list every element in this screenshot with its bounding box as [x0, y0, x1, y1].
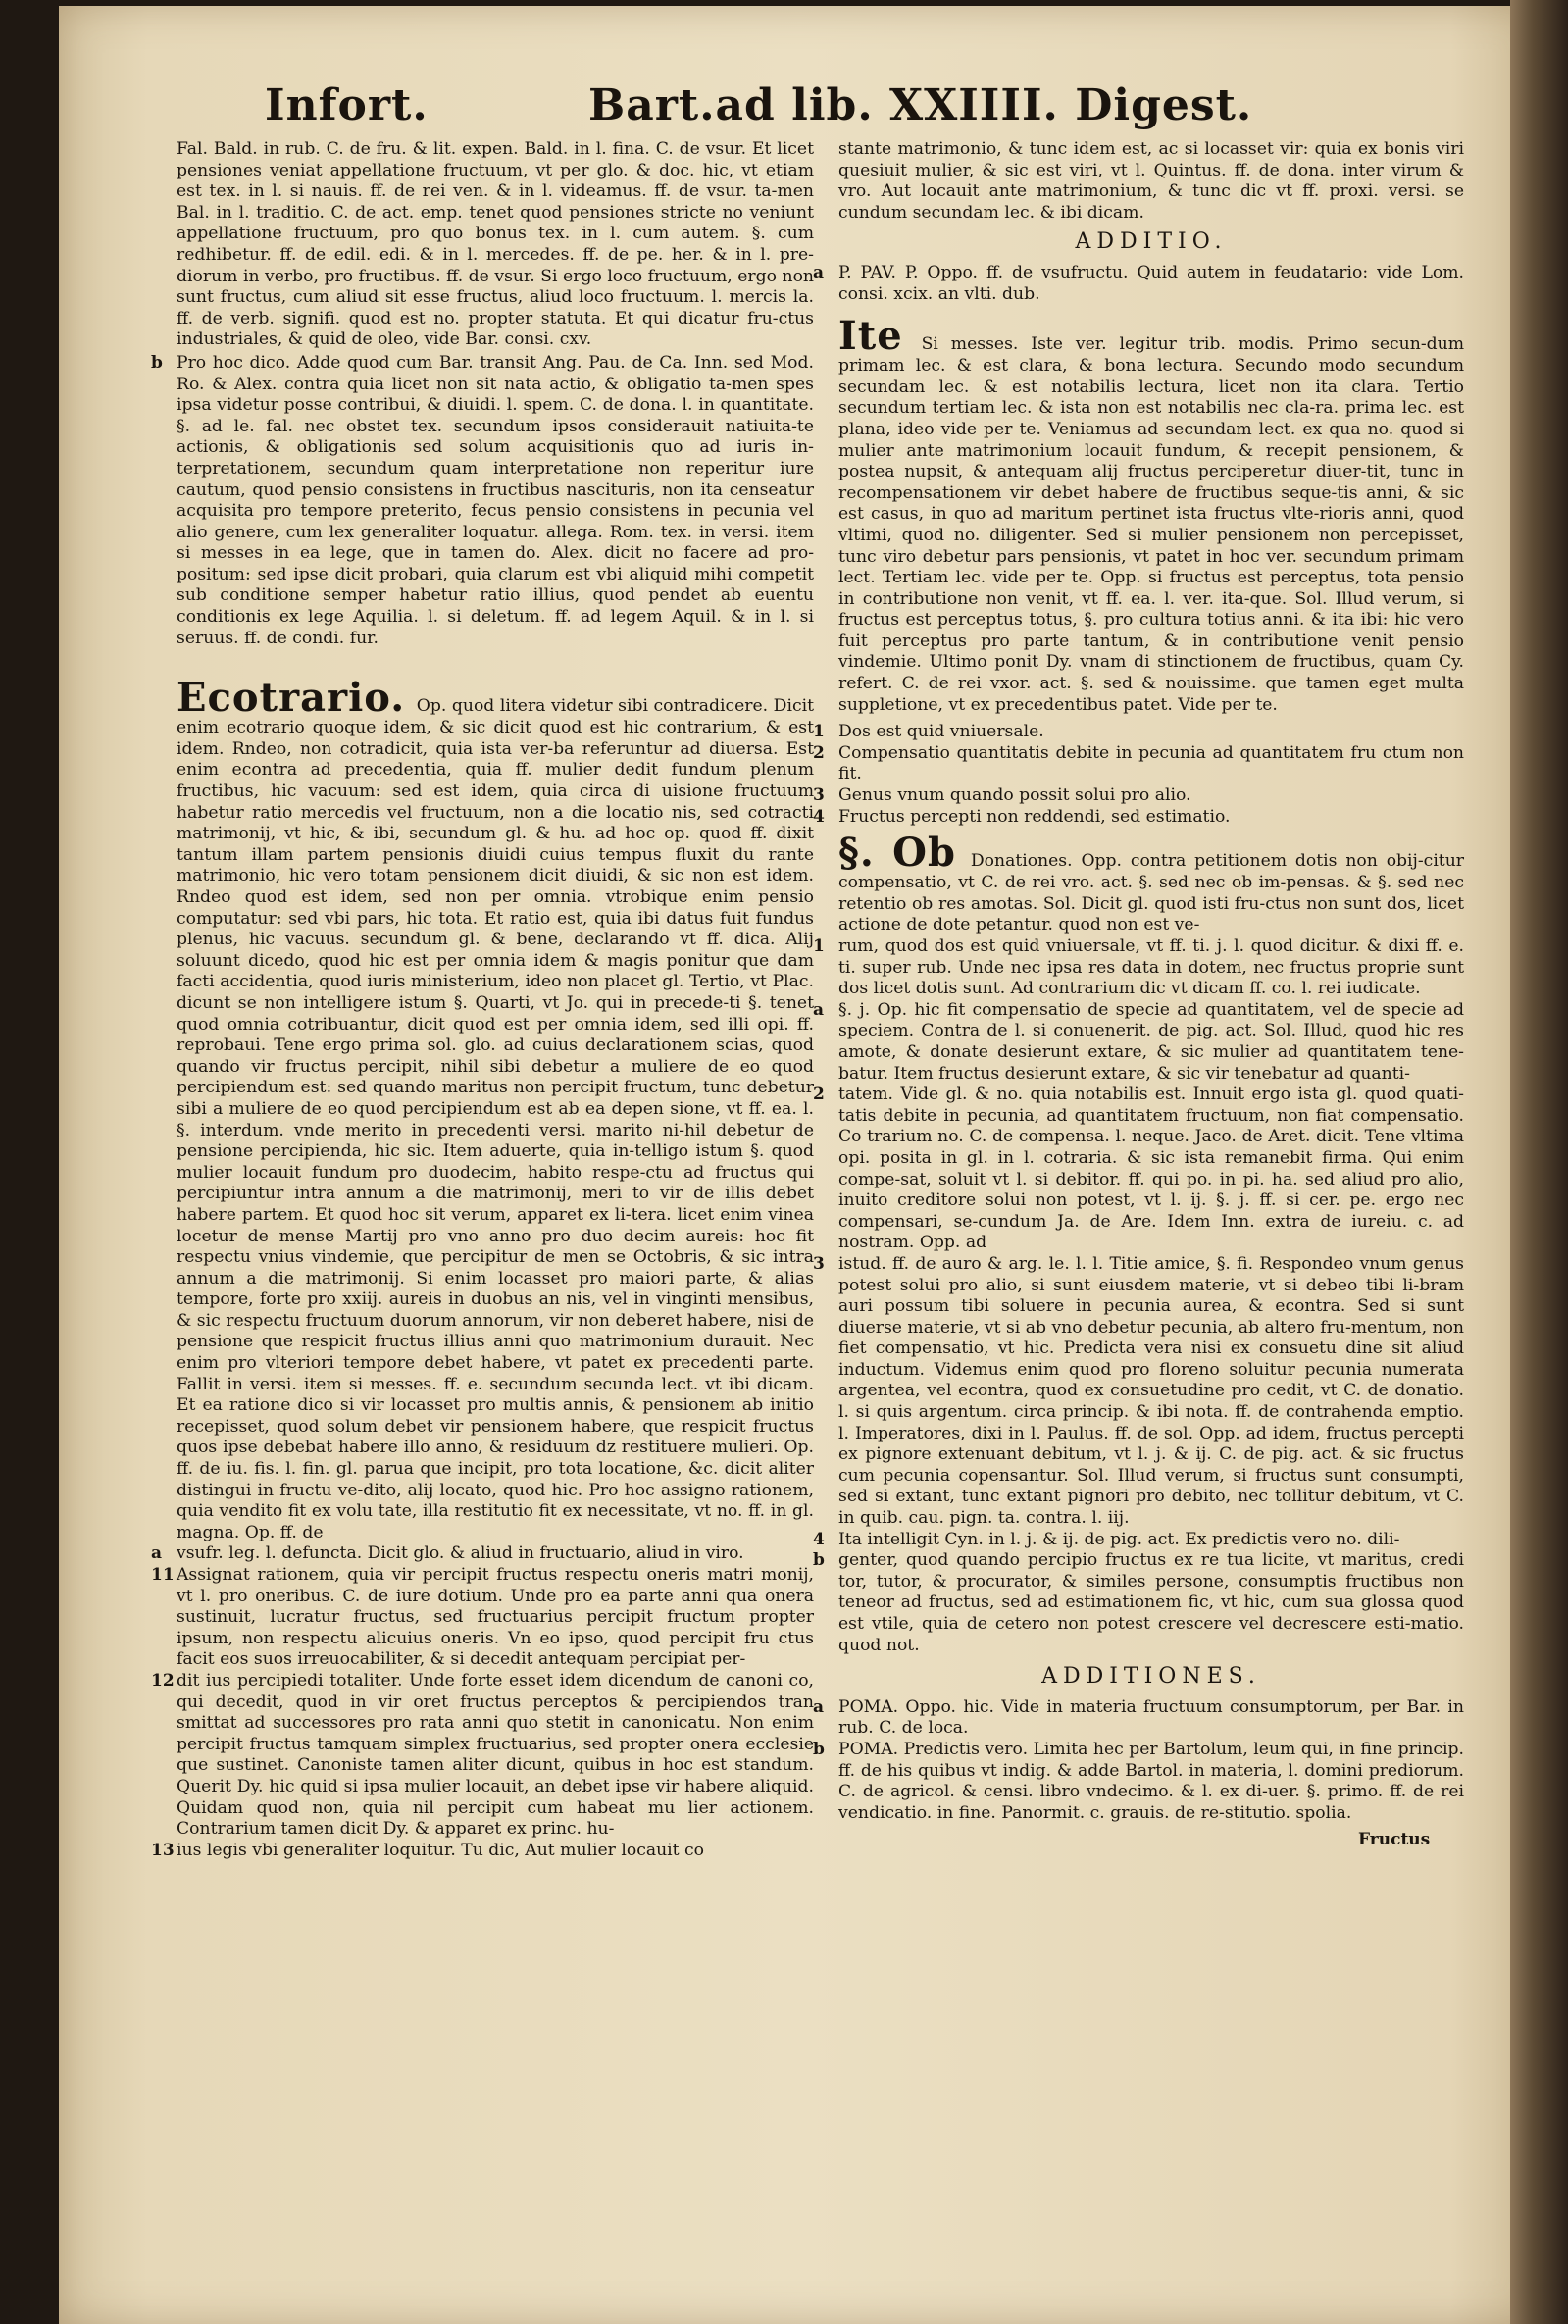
left-paragraph-4 [151, 1543, 814, 1565]
right-paragraph-1: stante matrimonio, & tunc idem est, ac si locasset vir: quia ex bonis viri quesiuit mulier, & sic est viri, vt l. Quintus. ff. de dona. inter virum & vro. Aut locauit ante matrimonium, & tunc dic vt ff. proxi. versi. se cundum secundam lec. & ibi dicam. [838, 139, 1464, 223]
catchword: Fructus [1358, 1830, 1431, 1849]
right-column [813, 139, 1465, 1824]
ob-text: Ita intelligit Cyn. in l. j. & ij. de pig. act. Ex predictis vero no. dili- [838, 1529, 1400, 1549]
left-paragraph-7-text: ius legis vbi generaliter loquitur. Tu dic, Aut mulier locauit co [177, 1840, 704, 1860]
additiones-heading: ADDITIONES. [1041, 1664, 1261, 1690]
marginal-marker: b [813, 1550, 825, 1571]
summary-text: Dos est quid vniuersale. [838, 722, 1044, 742]
rubric-ob: §. Ob [838, 830, 956, 877]
ob-paragraph [838, 830, 1465, 936]
left-paragraph-1: Fal. Bald. in rub. C. de fru. & lit. expen. Bald. in l. fina. C. de vsur. Et licet pensiones veniat appellatione fructuum, vt per glo. & doc. hic, vt etiam est tex. in l. si nauis. ff. de rei ven. & in l. videamus. ff. de vsur. ta-men Bal. in l. traditio. C. de act. emp. tenet quod pensiones stricte no veniunt appellatione fructuum, pro quo bonus tex. in l. cum autem. §. cum redhibetur. ff. de edil. edi. & in l. mercedes. ff. de pe. her. & in l. pre-diorum in verbo, pro fructibus. ff. de vsur. Si ergo loco fructuum, ergo non sunt fructus, cum aliud sit esse fructus, aliud loco fructuum. l. mercis la. ff. de verb. signifi. quod est no. propter statuta. Et qui dicatur fru-ctus industriales, & quid de oleo, vide Bar. consi. cxv. [177, 139, 814, 350]
marginal-marker: a [151, 1543, 163, 1564]
header-right: Bart.ad lib. XXIIII. Digest. [588, 80, 1253, 130]
ob-paragraph-3 [813, 999, 1464, 1085]
summary-number: 3 [813, 785, 825, 806]
summary-number: 1 [813, 722, 825, 742]
marginal-number: 1 [813, 936, 825, 956]
rubric-ecotrario: Ecotrario. [177, 675, 406, 722]
left-paragraph-3-text: Op. quod litera videtur sibi contradicere. Dicit enim ecotrario quoque idem, & sic dicit quod est hic contrarium, & est idem. Rndeo, non cotradicit, quia ista ver-ba referuntur ad diuersa. Est enim econtra ad precedentia, quia ff. mulier dedit fundum plenum fructibus, hic vacuum: sed est idem, quia circa di uisione fructuum habetur ratio mercedis vel fructuum, non a die locatio nis, sed cotracti matrimonij, vt hic, & ibi, secundum gl. & hu. ad hoc op. quod ff. dixit tantum illam partem pensionis diuidi cuius tempus fluxit du rante matrimonio, hic vero totam pensionem dicit diuidi, & sic non est idem. Rndeo quod est idem, sed non per omnia. vtrobique enim pensio computatur: sed vbi pars, hic tota. Et ratio est, quia ibi datus fuit fundus plenus, hic vacuus. secundum gl. & bene, declarando vt ff. dica. Alij soluunt dicedo, quod hic est per omnia idem & magis ponitur que dam facti accidentia, quod iuris ministerium, ideo non placet gl. Tertio, vt Plac. dicunt se non intelligere istum §. Quarti, vt Jo. qui in precede-ti §. tenet quod omnia cotribuantur, dicit quod est per omnia idem, sed illi opi. ff. reprobaui. Tene ergo prima sol. glo. ad cuius declarationem scias, quod quando vir fructus percipit, nihil sibi debetur a muliere de eo quod percipiendum est: sed quando maritus non percipit fructum, tunc debetur sibi a muliere de eo quod percipiendum est ab ea depen sione, vt ff. ea. l. §. interdum. vnde merito in precedenti versi. marito ni-hil debetur de pensione percipienda, hic sic. Item aduerte, quia in-telligo istum §. quod mulier locauit fundum pro duodecim, habito respe-ctu ad fructus qui percipiuntur intra annum a die matrimonij, meri to vir de illis debet habere partem. Et quod hoc sit verum, apparet ex li-tera. licet enim vinea locetur de mense Martij pro vno anno pro duo decim aureis: hoc fit respectu vnius vindemie, que percipitur de men se Octobris, & sic intra annum a die matrimonij. Si enim locasset pro maiori parte, & alias tempore, forte pro xxiij. aureis in duobus an nis, vel in vinginti mensibus, & sic respectu fructuum duorum annorum, vir non deberet habere, nisi de pensione que respicit fructus illius anni quo matrimonium durauit. Nec enim pro vlteriori tempore debet habere, vt patet ex precedenti parte. Fallit in versi. item si messes. ff. e. secundum secunda lect. vt ibi dicam. Et ea ratione dico si vir locasset pro multis annis, & pensionem ab initio recepisset, quod solum debet vir pensionem habere, que respicit fructus quos ipse debebat habere illo anno, & residuum dz restituere mulieri. Op. ff. de iu. fis. l. fin. gl. parua que incipit, pro tota locatione, &c. dicit aliter distingui in fructu ve-dito, alij locato, quod hic. Pro hoc assigno rationem, quia vendito fit ex volu tate, illa restitutio fit ex necessitate, vt no. ff. in gl. magna. Op. ff. de [177, 696, 814, 1542]
summary-text: Genus vnum quando possit solui pro alio. [838, 785, 1191, 806]
addition-note-text: P. PAV. P. Oppo. ff. de vsufructu. Quid autem in feudatario: vide Lom. consi. xcix. an vlti. dub. [838, 262, 1464, 304]
item-paragraph-text: Si messes. Iste ver. legitur trib. modis. Primo secun-dum primam lec. & est clara, & bona lectura. Secundo modo secundum secundam lec. & est notabilis lectura, licet non ita clara. Tertio secundum tertiam lec. & ista non est notabilis nec cla-ra. prima lec. est plana, ideo vide per te. Veniamus ad secundam lect. ex qua no. quod si mulier ante matrimonium locauit fundum, & recepit pensionem, & postea nupsit, & antequam alij fructus perciperetur diuer-tit, tunc in recompensationem vir debet habere de fructibus seque-tis anni, & sic est casus, in quo ad maritum pertinet ista fructus vlte-rioris anni, quod vltimi, quod no. diligenter. Sed si mulier pensionem non percepisset, tunc viro debetur pars pensionis, vt patet in hoc ver. secundum primam lect. Tertiam lec. vide per te. Opp. si fructus est perceptus, tota pensio in contributione non venit, vt ff. ea. l. ver. ita-que. Sol. Illud verum, si fructus est perceptus totus, §. pro cultura totius anni. & ita ibi: hic vero fuit perceptus pro parte tantum, & in contributione venit pensio vindemie. Ultimo ponit Dy. vnam di stinctionem de fructibus, quam Cy. refert. C. de rei vxor. act. §. sed & nouissime. que tamen eget multa suppletione, vt ex precedentibus patet. Vide per te. [838, 334, 1464, 715]
ob-text: genter, quod quando percipio fructus ex re tua licite, vt maritus, credi tor, tutor, & procurator, & similes persone, consumptis fructibus non teneor ad fructus, sed ad estimationem fic, vt hic, cum sua glossa quod est vtile, quia de cetero non potest crescere vel decrescere esti-matio. quod not. [838, 1550, 1464, 1655]
left-paragraph-3 [177, 675, 814, 1543]
left-paragraph-5 [151, 1565, 814, 1671]
marginal-marker: b [813, 1739, 825, 1759]
summary-number: 2 [813, 742, 825, 763]
left-paragraph-2-text: Pro hoc dico. Adde quod cum Bar. transit Ang. Pau. de Ca. Inn. sed Mod. Ro. & Alex. contra quia licet non sit nata actio, & obligatio ta-men spes ipsa videtur posse contribui, & diuidi. l. spem. C. de dona. l. in quantitate. §. ad le. fal. nec obstet tex. secundum ipsos considerauit natiuita-te actionis, & obligationis sed solum acquisitionis quo ad iuris in-terpretationem, secundum quam interpretatione non reperitur iure cautum, quod pensio consistens in fructibus nascituris, non ita censeatur acquisita pro tempore preterito, fecus pensio consistens in pecunia vel alio genere, cum lex generaliter loquatur. allega. Rom. tex. in versi. item si messes in ea lege, que in tamen do. Alex. dicit no facere ad pro-positum: sed ipse dicit probari, quia clarum est vbi aliquid mihi competit sub conditione semper habetur ratio illius, quod pendet ab euentu conditionis ex lege Aquilia. l. si deletum. ff. ad legem Aquil. & in l. si seruus. ff. de condi. fur. [177, 352, 814, 648]
summary-text: Fructus percepti non reddendi, sed estimatio. [838, 806, 1231, 827]
header-left: Infort. [265, 80, 429, 130]
marginal-number: 11 [151, 1565, 175, 1585]
additio-a [813, 1696, 1464, 1740]
marginal-number: 12 [151, 1670, 175, 1691]
left-paragraph-4-text: vsufr. leg. l. defuncta. Dicit glo. & aliud in fructuario, aliud in viro. [177, 1543, 744, 1564]
summary-2 [813, 742, 1464, 785]
marginal-number: 3 [813, 1253, 825, 1274]
marginal-number: 2 [813, 1085, 825, 1105]
summary-3 [813, 785, 1464, 807]
summary-1 [813, 722, 1464, 743]
additio-text: POMA. Oppo. hic. Vide in materia fructuum consumptorum, per Bar. in rub. C. de loca. [838, 1696, 1464, 1739]
ob-text: tatem. Vide gl. & no. quia notabilis est. Innuit ergo ista gl. quod quati-tatis debite in pecunia, ad quantitatem fructuum, non fiat compensatio. Co trarium no. C. de compensa. l. neque. Jaco. de Aret. dicit. Tene vltima opi. posita in gl. in l. cotraria. & sic ista remanebit firma. Qui enim compe-sat, soluit vt l. si debitor. ff. qui po. in pi. ha. sed aliud pro alio, inuito creditore solui non potest, vt l. ij. §. j. ff. si cer. pe. ergo nec compensari, se-cundum Ja. de Are. Idem Inn. extra de iureiu. c. ad nostram. Opp. ad [838, 1085, 1464, 1253]
marginal-marker: a [813, 1696, 825, 1717]
ob-text: §. j. Op. hic fit compensatio de specie ad quantitatem, vel de specie ad speciem. Contra de l. si conuenerit. de pig. act. Sol. Illud, quod hic res amote, & donate desierunt extare, & sic mulier ad quantitatem tene-batur. Item fructus desierunt extare, & sic vir tenebatur ad quanti- [838, 999, 1464, 1084]
marginal-marker: a [813, 999, 825, 1020]
left-paragraph-5-text: Assignat rationem, quia vir percipit fructus respectu oneris matri monij, vt l. pro oneribus. C. de iure dotium. Unde pro ea parte anni qua onera sustinuit, lucratur fructus, sed fructuarius percipit fructum propter ipsum, non respectu alicuius oneris. Vn eo ipso, quod percipit fru ctus facit eos suos irreuocabiliter, & si decedit antequam percipiat per- [177, 1565, 814, 1670]
ob-paragraph-7 [813, 1550, 1464, 1656]
left-paragraph-6-text: dit ius percipiedi totaliter. Unde forte esset idem dicendum de canoni co, qui decedit, quod in vir oret fructus perceptos & percipiendos tran smittat ad successores pro rata anni quo stetit in canonicatu. Non enim percipit fructus tamquam simplex fructuarius, sed propter onera ecclesie que sustinet. Canoniste tamen aliter dicunt, quibus in hoc est standum. Querit Dy. hic quid si ipsa mulier locauit, an debet ipse vir habere aliquid. Quidam quod non, quia nil percipit cum habeat mu lier actionem. Contrarium tamen dicit Dy. & apparet ex princ. hu- [177, 1670, 814, 1840]
book-spine [1510, 0, 1568, 2324]
marginal-number: 13 [151, 1840, 175, 1860]
left-paragraph-6 [151, 1670, 814, 1841]
rubric-item: Ite [838, 313, 903, 360]
marginal-marker: a [813, 262, 825, 282]
ob-paragraph-2 [813, 936, 1464, 1000]
ob-paragraph-4 [813, 1085, 1464, 1254]
summary-text: Compensatio quantitatis debite in pecunia ad quantitatem fru ctum non fit. [838, 742, 1464, 784]
running-header [265, 80, 1343, 139]
additio-text: POMA. Predictis vero. Limita hec per Bartolum, leum qui, in fine princip. ff. de his quibus vt indig. & adde Bartol. in materia, l. domini prediorum. C. de agricol. & censi. libro vndecimo. & l. ex di-uer. §. primo. ff. de rei vendicatio. in fine. Panormit. c. grauis. de re-stitutio. spolia. [838, 1739, 1464, 1823]
marginal-number: 4 [813, 1529, 825, 1549]
ob-text: rum, quod dos est quid vniuersale, vt ff. ti. j. l. quod dicitur. & dixi ff. e. ti. super rub. Unde nec ipsa res data in dotem, nec fructus proprie sunt dos licet dotis sunt. Ad contrarium dic vt dicam ff. co. l. rei iudicate. [838, 936, 1464, 999]
addition-note [813, 262, 1464, 305]
left-paragraph-7 [151, 1840, 814, 1862]
left-column [151, 139, 814, 1861]
ob-text: istud. ff. de auro & arg. le. l. l. Titie amice, §. fi. Respondeo vnum genus potest solui pro alio, si sunt eiusdem materie, vt si debeo tibi li-bram auri possum tibi soluere in pecunia aurea, & econtra. Sed si sunt diuerse materie, vt si ab vno debetur pecunia, ab altero fru-mentum, non fiet compensatio, vt hic. Predicta vera nisi ex consuetu dine sit aliud inductum. Videmus enim quod pro floreno soluitur pecunia numerata argentea, vel econtra, quod ex consuetudine pro cedit, vt C. de donatio. l. si quis argentum. circa princip. & ibi nota. ff. de contrahenda emptio. l. Imperatores, dixi in l. Paulus. ff. de sol. Opp. ad idem, fructus percepti ex pignore extenuant debitum, vt l. j. & ij. C. de pig. act. & sic fructus cum pecunia copensantur. Sol. Illud verum, si fructus sunt consumpti, sed si extant, tunc extant pignori pro debito, nec tollitur debitum, vt C. in quib. cau. pign. ta. contra. l. iij. [838, 1253, 1464, 1529]
ob-paragraph-text: Donationes. Opp. contra petitionem dotis non obij-citur compensatio, vt C. de rei vro. act. §. sed nec ob im-pensas. & §. sed nec retentio ob res amotas. Sol. Dicit gl. quod isti fru-ctus non sunt dos, licet actione de dote petantur. quod non est ve- [838, 851, 1465, 935]
ob-paragraph-6 [813, 1529, 1464, 1551]
ob-paragraph-5 [813, 1253, 1464, 1530]
left-paragraph-2 [151, 352, 814, 649]
marginal-marker: b [151, 352, 163, 373]
additio-b [813, 1739, 1464, 1824]
summary-number: 4 [813, 806, 825, 827]
summary-4 [813, 806, 1464, 829]
addition-heading: ADDITIO. [1075, 229, 1228, 255]
item-paragraph [838, 313, 1464, 716]
